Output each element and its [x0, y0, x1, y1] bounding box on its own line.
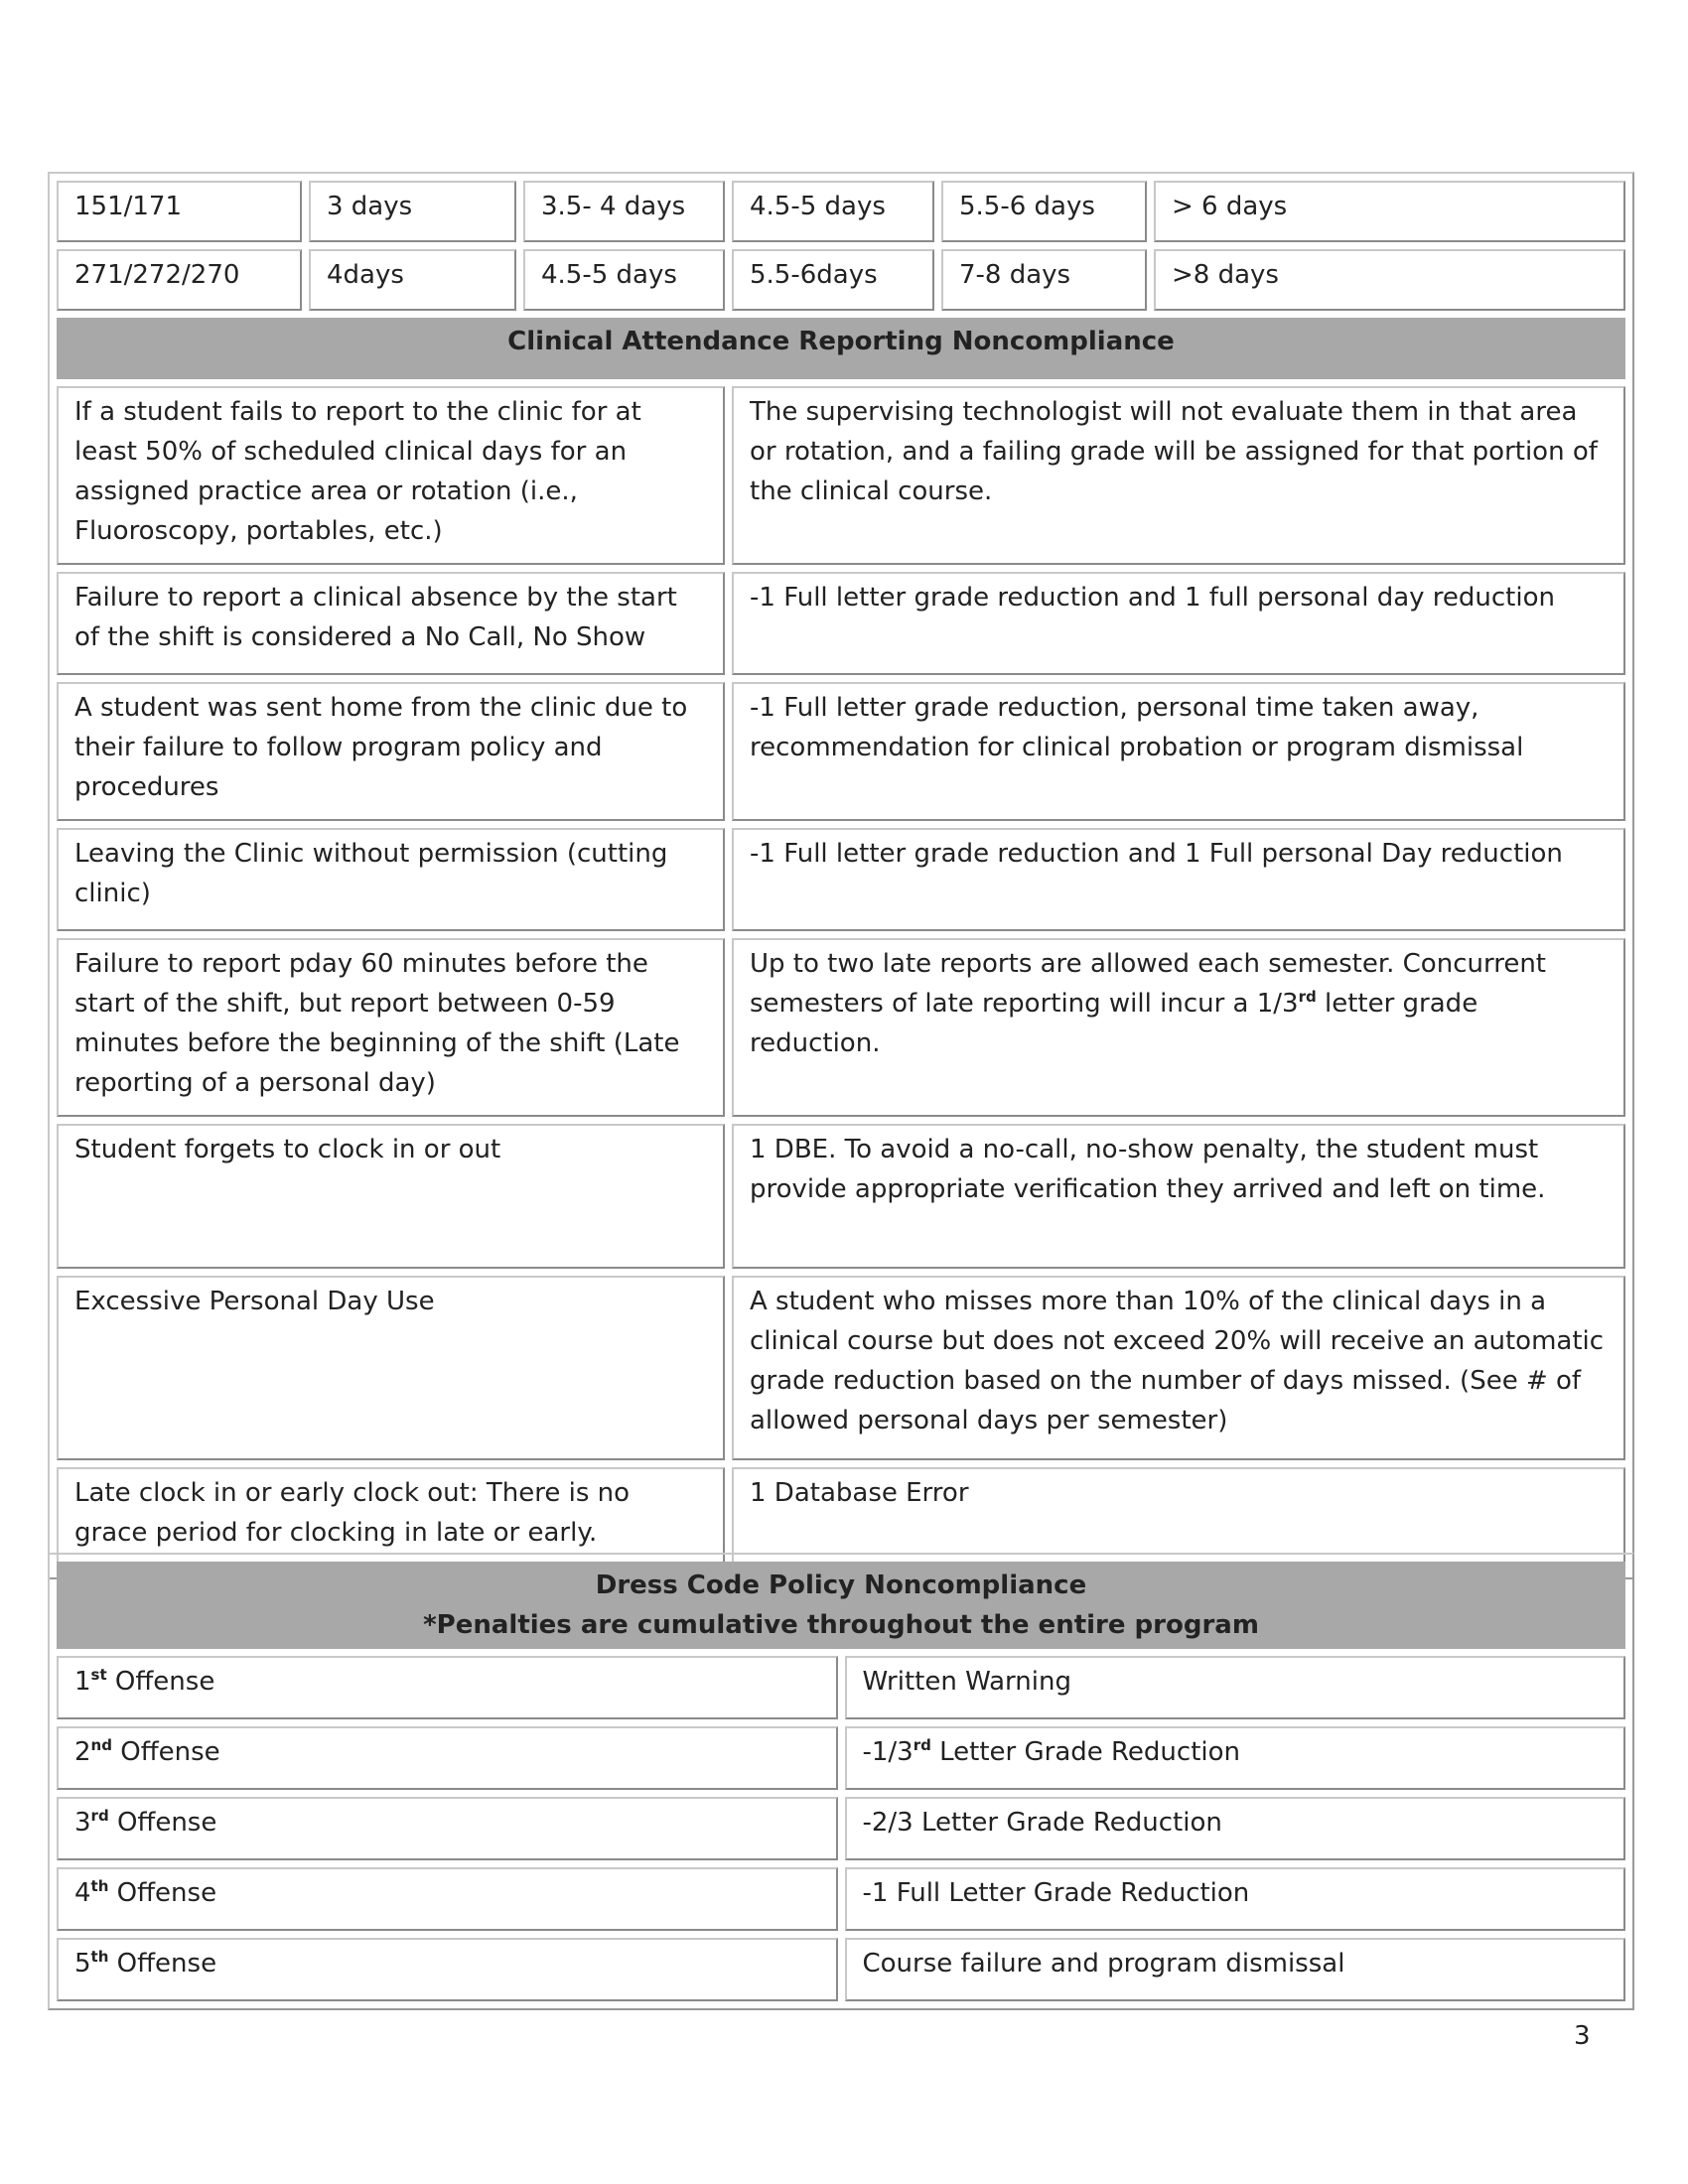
superscript: th [90, 1877, 109, 1895]
violation-cell: Late clock in or early clock out: There is no grace period for clocking in late or early. [57, 1467, 725, 1570]
section-header-row [57, 318, 1625, 379]
violation-cell: Failure to report a clinical absence by the start of the shift is considered a No Call, No Show [57, 572, 725, 675]
penalty-text: Up to two late reports are allowed each semester. Concurrent semesters of late reporting will incur a 1/3 [750, 949, 1546, 1019]
penalty-cell: 1 DBE. To avoid a no-call, no-show penalty, the student must provide appropriate verification they arrived and left on time. [732, 1124, 1625, 1269]
penalty-cell: Written Warning [845, 1656, 1626, 1719]
course-cell: 151/171 [57, 181, 302, 242]
offense-cell [57, 1726, 838, 1790]
dress-code-subtitle: *Penalties are cumulative throughout the entire program [423, 1610, 1259, 1640]
penalty-text: -1/3 [862, 1737, 914, 1767]
page-number: 3 [1574, 2021, 1591, 2051]
table-row [57, 1938, 1625, 2001]
superscript: rd [913, 1736, 931, 1754]
penalty-cell: A student who misses more than 10% of the clinical days in a clinical course but does not exceed 20% will receive an automatic grade reduction based on the number of days missed. (See # of allowed personal days per semester) [732, 1276, 1625, 1460]
penalty-cell: -1 Full letter grade reduction, personal time taken away, recommendation for clinical probation or program dismissal [732, 682, 1625, 821]
offense-number: 3 [74, 1808, 91, 1838]
dress-code-title: Dress Code Policy Noncompliance [595, 1570, 1087, 1600]
violation-cell: Leaving the Clinic without permission (cutting clinic) [57, 828, 725, 931]
offense-number: 2 [74, 1737, 91, 1767]
superscript: nd [90, 1736, 112, 1754]
penalty-cell: 1 Database Error [732, 1467, 1625, 1570]
offense-number: 1 [74, 1667, 91, 1697]
days-cell: >8 days [1154, 249, 1625, 311]
table-row [57, 1276, 1625, 1460]
table-row [57, 938, 1625, 1117]
offense-label: Offense [111, 1737, 220, 1767]
days-cell: 7-8 days [941, 249, 1147, 311]
offense-number: 5 [74, 1949, 91, 1979]
superscript: rd [90, 1807, 109, 1825]
offense-cell [57, 1797, 838, 1860]
offense-cell [57, 1938, 838, 2001]
penalty-cell: -2/3 Letter Grade Reduction [845, 1797, 1626, 1860]
table-row [57, 1656, 1625, 1719]
days-cell: 4.5-5 days [523, 249, 725, 311]
penalty-text: Letter Grade Reduction [930, 1737, 1241, 1767]
days-cell: 5.5-6 days [941, 181, 1147, 242]
penalty-cell [732, 938, 1625, 1117]
table-row [57, 249, 1625, 311]
table-row [57, 682, 1625, 821]
days-cell: 3.5- 4 days [523, 181, 725, 242]
violation-cell: Failure to report pday 60 minutes before the start of the shift, but report between 0-59 minutes before the beginning of the shift (Late reporting of a personal day) [57, 938, 725, 1117]
table-row [57, 1797, 1625, 1860]
penalty-cell: -1 Full Letter Grade Reduction [845, 1867, 1626, 1931]
section-header-row [57, 1562, 1625, 1649]
table-row [57, 1124, 1625, 1269]
table-row [57, 181, 1625, 242]
penalty-cell: -1 Full letter grade reduction and 1 Full personal Day reduction [732, 828, 1625, 931]
days-cell: 5.5-6days [732, 249, 934, 311]
penalty-cell: Course failure and program dismissal [845, 1938, 1626, 2001]
superscript: th [90, 1948, 109, 1966]
days-cell: 4.5-5 days [732, 181, 934, 242]
violation-cell: Excessive Personal Day Use [57, 1276, 725, 1460]
days-cell: 3 days [309, 181, 516, 242]
offense-cell [57, 1867, 838, 1931]
course-cell: 271/272/270 [57, 249, 302, 311]
penalty-cell: The supervising technologist will not evaluate them in that area or rotation, and a failing grade will be assigned for that portion of the clinical course. [732, 386, 1625, 565]
penalty-cell: -1 Full letter grade reduction and 1 full personal day reduction [732, 572, 1625, 675]
violation-cell: If a student fails to report to the clinic for at least 50% of scheduled clinical days for an assigned practice area or rotation (i.e., Fluoroscopy, portables, etc.) [57, 386, 725, 565]
table-row [57, 1867, 1625, 1931]
offense-number: 4 [74, 1878, 91, 1908]
offense-label: Offense [108, 1878, 217, 1908]
offense-label: Offense [108, 1808, 217, 1838]
penalty-cell [845, 1726, 1626, 1790]
offense-cell [57, 1656, 838, 1719]
table-row [57, 572, 1625, 675]
table-row [57, 386, 1625, 565]
attendance-section-title: Clinical Attendance Reporting Noncompliance [57, 318, 1625, 379]
violation-cell: A student was sent home from the clinic due to their failure to follow program policy and procedures [57, 682, 725, 821]
attendance-table [48, 172, 1634, 1579]
dress-code-section-title [57, 1562, 1625, 1649]
days-cell: 4days [309, 249, 516, 311]
superscript: st [90, 1666, 107, 1684]
dress-code-table [48, 1553, 1634, 2010]
offense-label: Offense [108, 1949, 217, 1979]
superscript: rd [1298, 988, 1317, 1006]
days-cell: > 6 days [1154, 181, 1625, 242]
offense-label: Offense [106, 1667, 215, 1697]
violation-cell: Student forgets to clock in or out [57, 1124, 725, 1269]
penalty-text: letter grade reduction. [750, 989, 1478, 1058]
table-row [57, 828, 1625, 931]
table-row [57, 1726, 1625, 1790]
